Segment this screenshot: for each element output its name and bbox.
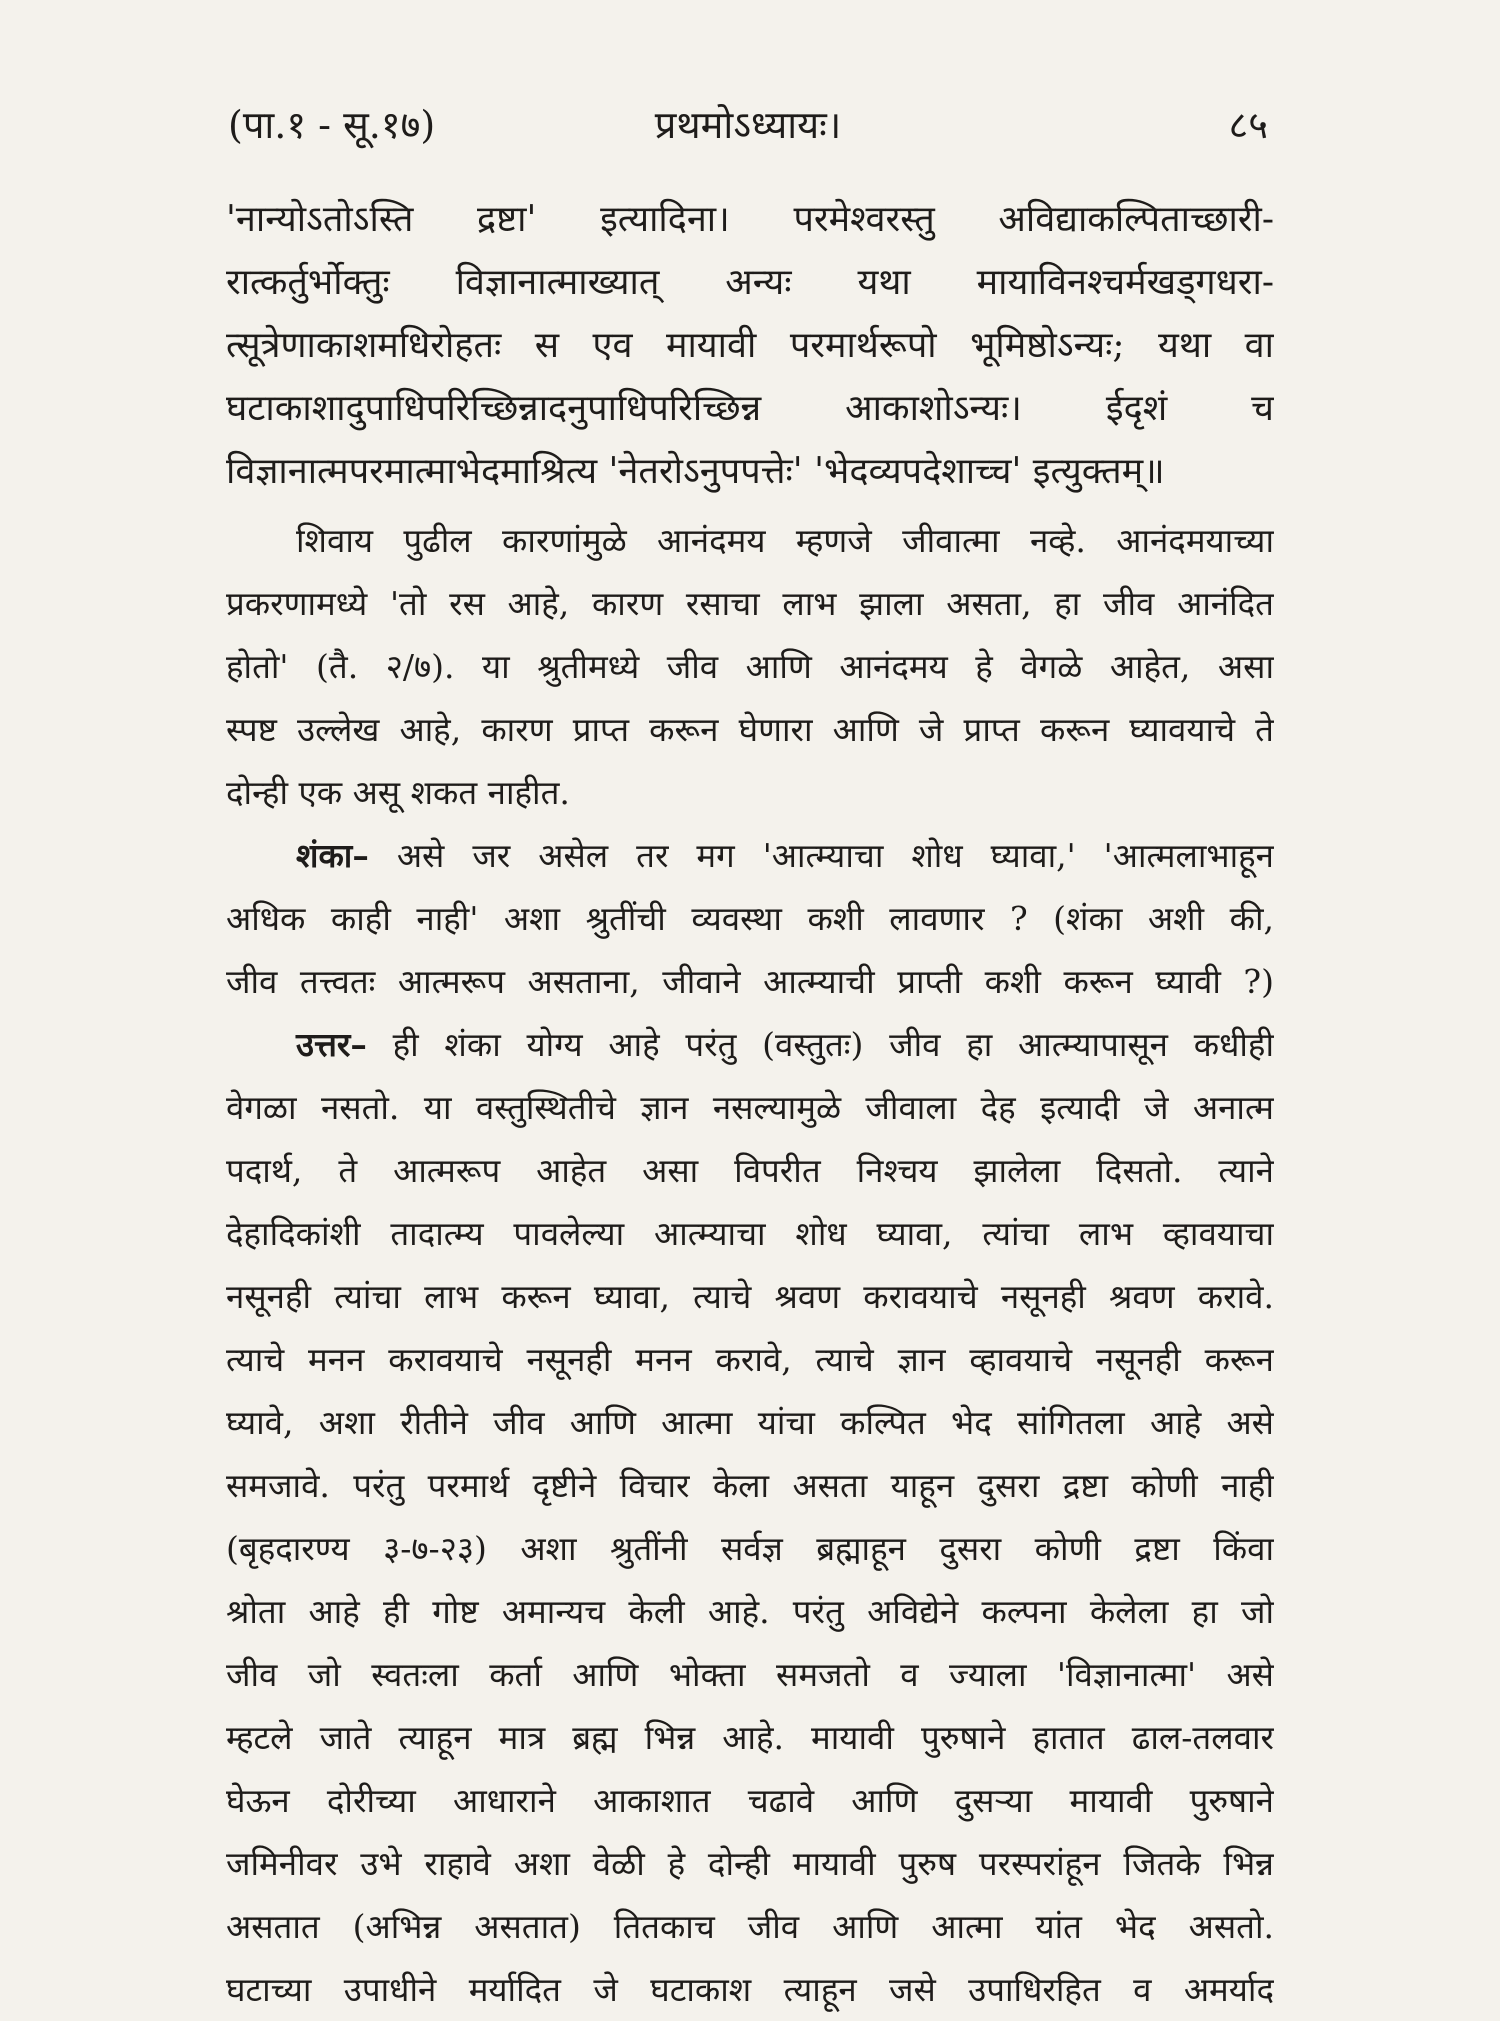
text-line: प्रकरणामध्ये 'तो रस आहे, कारण रसाचा लाभ झाला असता, हा जीव आनंदित	[226, 584, 1274, 623]
text-line: स्पष्ट उल्लेख आहे, कारण प्राप्त करून घेणारा आणि जे प्राप्त करून घ्यावयाचे ते	[226, 710, 1274, 749]
text-line: समजावे. परंतु परमार्थ दृष्टीने विचार केला असता याहून दुसरा द्रष्टा कोणी नाही	[226, 1466, 1274, 1505]
page-number: ८५	[1228, 103, 1268, 147]
text-line: जीव जो स्वतःला कर्ता आणि भोक्ता समजतो व ज्याला 'विज्ञानात्मा' असे	[226, 1655, 1274, 1694]
text-line	[226, 824, 1274, 887]
paragraph-uttar	[226, 1013, 1274, 2021]
text-line: त्सूत्रेणाकाशमधिरोहतः स एव मायावी परमार्थरूपो भूमिष्ठोऽन्यः; यथा वा	[226, 325, 1274, 366]
text-line: घटाच्या उपाधीने मर्यादित जे घटाकाश त्याहून जसे उपाधिरहित व अमर्याद	[226, 1970, 1274, 2009]
text-line: घेऊन दोरीच्या आधाराने आकाशात चढावे आणि दुसऱ्या मायावी पुरुषाने	[226, 1781, 1274, 1820]
uttar-label: उत्तर–	[296, 1025, 367, 1064]
text-line: असतात (अभिन्न असतात) तितकाच जीव आणि आत्मा यांत भेद असतो.	[226, 1907, 1274, 1946]
shanka-label: शंका–	[296, 836, 369, 875]
text-line: विज्ञानात्मपरमात्माभेदमाश्रित्य 'नेतरोऽनुपपत्तेः' 'भेदव्यपदेशाच्च' इत्युक्तम्॥	[226, 451, 1165, 492]
section-reference: (पा.१ - सू.१७)	[228, 103, 436, 147]
text-line: म्हटले जाते त्याहून मात्र ब्रह्म भिन्न आहे. मायावी पुरुषाने हातात ढाल-तलवार	[226, 1718, 1274, 1757]
text-line: घ्यावे, अशा रीतीने जीव आणि आत्मा यांचा कल्पित भेद सांगितला आहे असे	[226, 1403, 1274, 1442]
text-span: असे जर असेल तर मग 'आत्म्याचा शोध घ्यावा,' 'आत्मलाभाहून	[368, 836, 1274, 875]
text-line: होतो' (तै. २/७). या श्रुतीमध्ये जीव आणि आनंदमय हे वेगळे आहेत, असा	[226, 647, 1274, 686]
text-line: नसूनही त्यांचा लाभ करून घ्यावा, त्याचे श्रवण करावयाचे नसूनही श्रवण करावे.	[226, 1277, 1274, 1316]
text-line: देहादिकांशी तादात्म्य पावलेल्या आत्म्याचा शोध घ्यावा, त्यांचा लाभ व्हावयाचा	[226, 1214, 1274, 1253]
text-line	[226, 1013, 1274, 1076]
text-line: दोन्ही एक असू शकत नाहीत.	[226, 773, 570, 812]
text-line: पदार्थ, ते आत्मरूप आहेत असा विपरीत निश्चय झालेला दिसतो. त्याने	[226, 1151, 1274, 1190]
text-line: श्रोता आहे ही गोष्ट अमान्यच केली आहे. परंतु अविद्येने कल्पना केलेला हा जो	[226, 1592, 1274, 1631]
text-line: जीव तत्त्वतः आत्मरूप असताना, जीवाने आत्म्याची प्राप्ती कशी करून घ्यावी ?)	[226, 962, 1274, 1001]
text-line: (बृहदारण्य ३-७-२३) अशा श्रुतींनी सर्वज्ञ ब्रह्माहून दुसरा कोणी द्रष्टा किंवा	[226, 1529, 1274, 1568]
text-line: वेगळा नसतो. या वस्तुस्थितीचे ज्ञान नसल्यामुळे जीवाला देह इत्यादी जे अनात्म	[226, 1088, 1274, 1127]
text-line: 'नान्योऽतोऽस्ति द्रष्टा' इत्यादिना। परमेश्वरस्तु अविद्याकल्पिताच्छारी-	[226, 199, 1274, 240]
page-body	[226, 188, 1274, 2021]
paragraph-shanka	[226, 824, 1274, 1013]
paragraph-explanation	[226, 509, 1274, 824]
text-line: अधिक काही नाही' अशा श्रुतींची व्यवस्था कशी लावणार ? (शंका अशी की,	[226, 899, 1274, 938]
chapter-title: प्रथमोऽध्यायः।	[654, 103, 842, 147]
text-span: ही शंका योग्य आहे परंतु (वस्तुतः) जीव हा आत्म्यापासून कधीही	[366, 1025, 1274, 1064]
sanskrit-commentary	[226, 188, 1274, 503]
text-line: घटाकाशादुपाधिपरिच्छिन्नादनुपाधिपरिच्छिन्न आकाशोऽन्यः। ईदृशं च	[226, 388, 1274, 429]
text-line: शिवाय पुढील कारणांमुळे आनंदमय म्हणजे जीवात्मा नव्हे. आनंदमयाच्या	[296, 521, 1274, 560]
running-head	[228, 95, 1268, 155]
text-line: रात्कर्तुर्भोक्तुः विज्ञानात्माख्यात् अन्यः यथा मायाविनश्चर्मखड्गधरा-	[226, 262, 1274, 303]
text-line: त्याचे मनन करावयाचे नसूनही मनन करावे, त्याचे ज्ञान व्हावयाचे नसूनही करून	[226, 1340, 1274, 1379]
text-line: जमिनीवर उभे राहावे अशा वेळी हे दोन्ही मायावी पुरुष परस्परांहून जितके भिन्न	[226, 1844, 1274, 1883]
